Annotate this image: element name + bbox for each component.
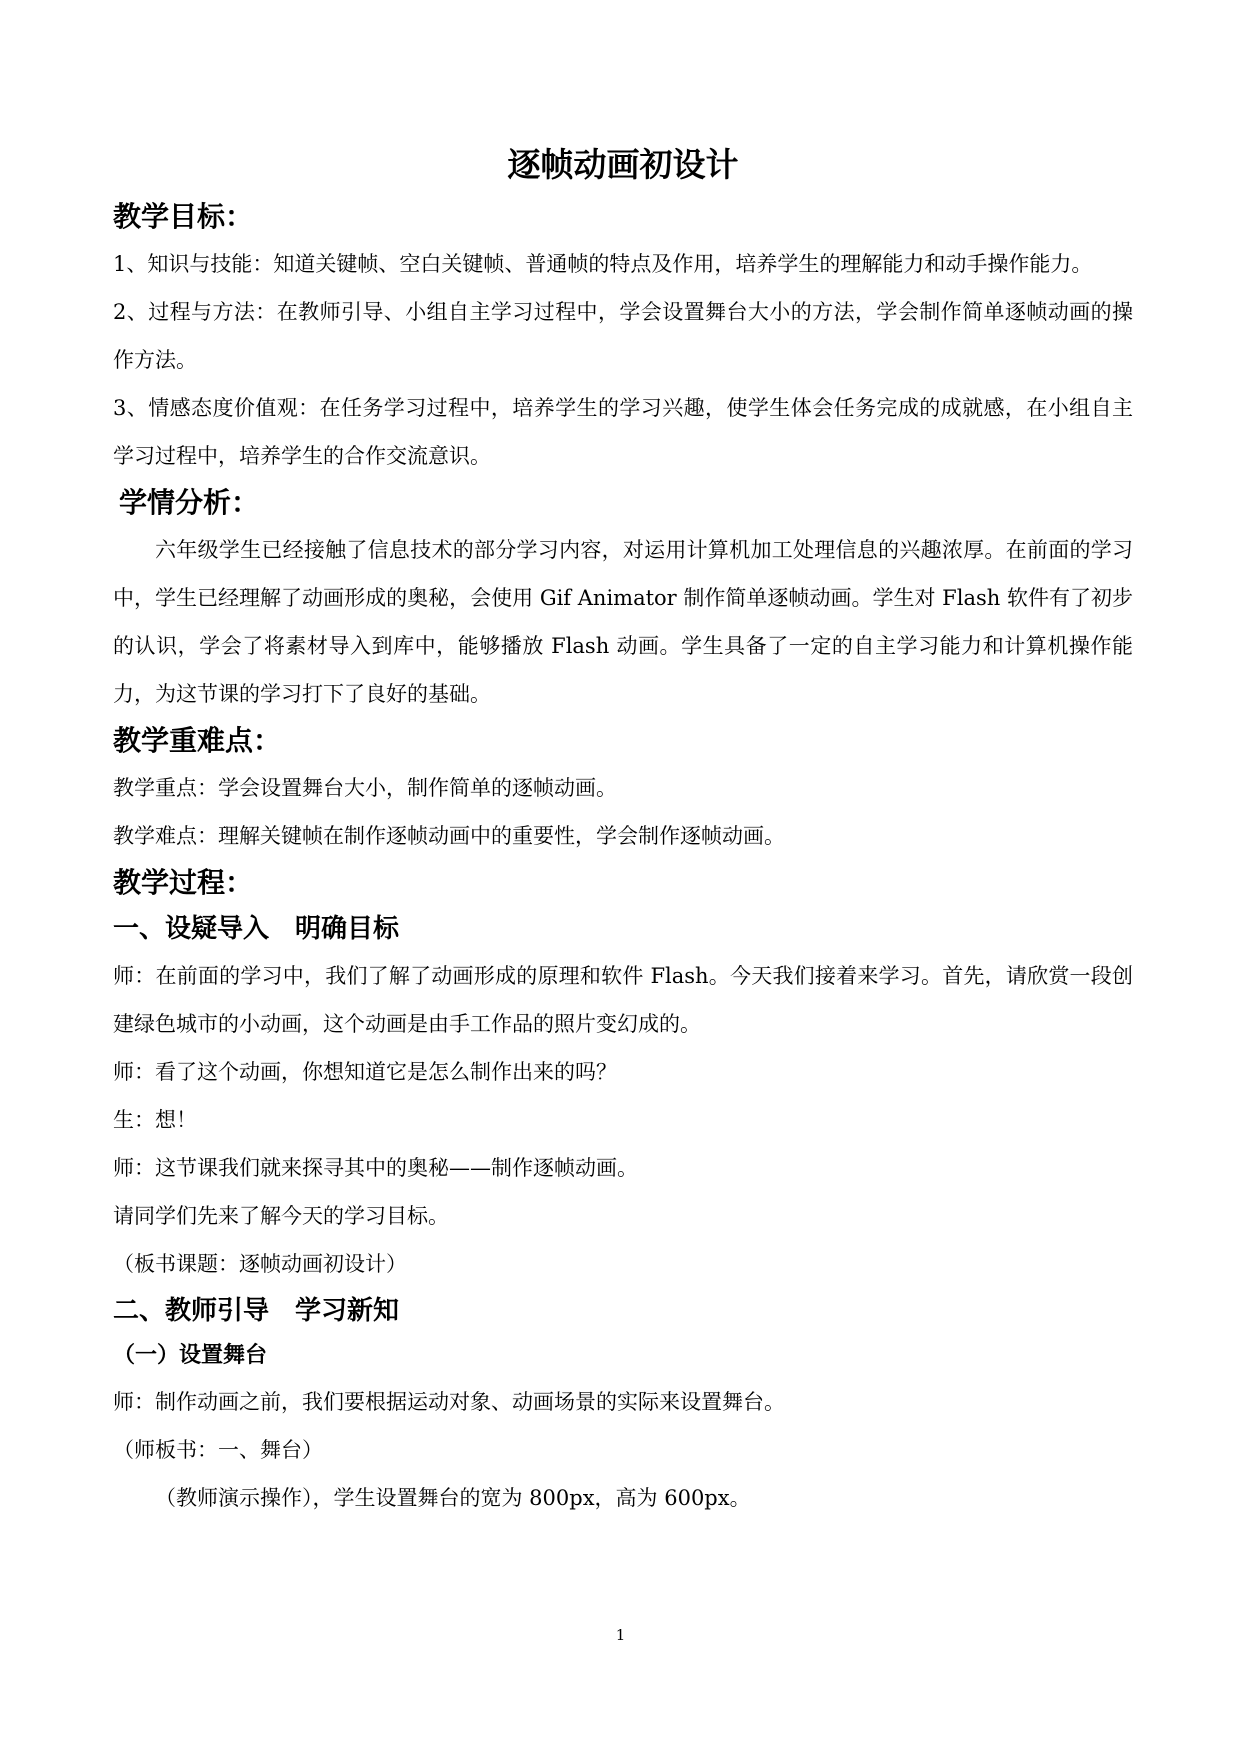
- dialogue-line: 师：制作动画之前，我们要根据运动对象、动画场景的实际来设置舞台。: [113, 1390, 785, 1414]
- goal-item: 3、情感态度价值观：在任务学习过程中，培养学生的学习兴趣，使学生体会任务完成的成就感，在小组自主学习过程中，培养学生的合作交流意识。: [113, 396, 1133, 468]
- dialogue-line: 生：想！: [113, 1108, 197, 1132]
- goal-item: 2、过程与方法：在教师引导、小组自主学习过程中，学会设置舞台大小的方法，学会制作简单逐帧动画的操作方法。: [113, 300, 1133, 372]
- key-point-difficulty: 教学难点：理解关键帧在制作逐帧动画中的重要性，学会制作逐帧动画。: [113, 824, 785, 848]
- dialogue-line: 师：看了这个动画，你想知道它是怎么制作出来的吗？: [113, 1060, 617, 1084]
- process-part2-subheading: （一）设置舞台: [113, 1343, 268, 1368]
- dialogue-line: 师：在前面的学习中，我们了解了动画形成的原理和软件 Flash。今天我们接着来学习。首先，请欣赏一段创建绿色城市的小动画，这个动画是由手工作品的照片变幻成的。: [113, 964, 1133, 1036]
- goal-item: 1、知识与技能：知道关键帧、空白关键帧、普通帧的特点及作用，培养学生的理解能力和动手操作能力。: [113, 252, 1093, 276]
- dialogue-line: 师：这节课我们就来探寻其中的奥秘——制作逐帧动画。: [113, 1156, 638, 1180]
- process-part2-heading: 二、教师引导 学习新知: [113, 1296, 400, 1326]
- document-content: [113, 140, 1133, 1522]
- analysis-paragraph: 六年级学生已经接触了信息技术的部分学习内容，对运用计算机加工处理信息的兴趣浓厚。在前面的学习中，学生已经理解了动画形成的奥秘，会使用 Gif Animator 制作简单逐帧动画。学生对 Flash 软件有了初步的认识，学会了将素材导入到库中，能够播放 Flash 动画。学生具备了一定的自主学习能力和计算机操作能力，为这节课的学习打下了良好的基础。: [113, 538, 1133, 706]
- section-heading-goals: 教学目标：: [113, 200, 254, 233]
- section-heading-analysis: 学情分析：: [119, 486, 260, 519]
- dialogue-line: （师板书：一、舞台）: [113, 1438, 323, 1462]
- section-heading-key-points: 教学重难点：: [113, 724, 282, 757]
- page-number: 1: [615, 1626, 626, 1644]
- process-part1-heading: 一、设疑导入 明确目标: [113, 914, 400, 944]
- dialogue-line: 请同学们先来了解今天的学习目标。: [113, 1204, 449, 1228]
- dialogue-line: （教师演示操作），学生设置舞台的宽为 800px，高为 600px。: [155, 1486, 751, 1510]
- key-point-focus: 教学重点：学会设置舞台大小，制作简单的逐帧动画。: [113, 776, 617, 800]
- section-heading-process: 教学过程：: [113, 866, 254, 899]
- document-title: 逐帧动画初设计: [507, 145, 739, 184]
- dialogue-line: （板书课题：逐帧动画初设计）: [113, 1252, 407, 1276]
